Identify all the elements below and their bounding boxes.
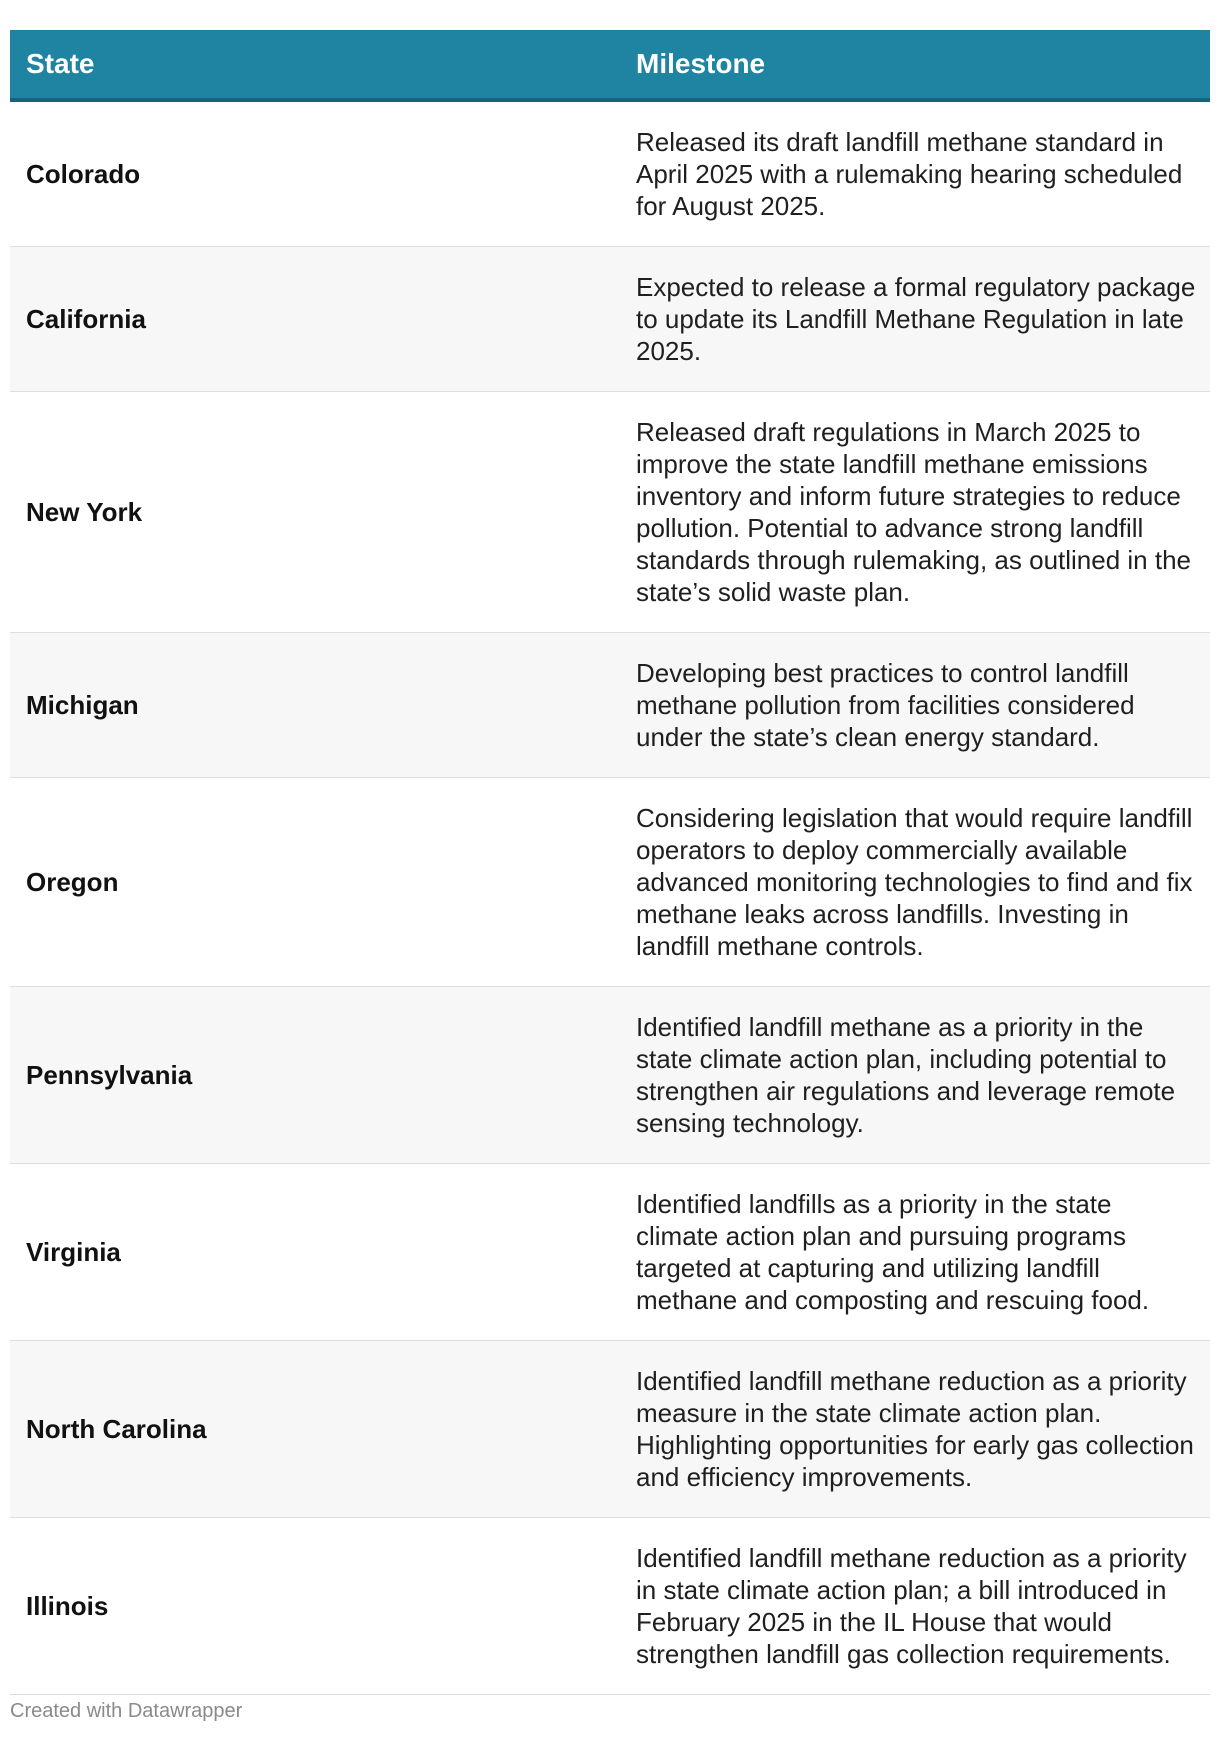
datawrapper-credit[interactable]: Created with Datawrapper — [10, 1700, 243, 1722]
milestone-cell: Developing best practices to control landfill methane pollution from facilities considered under the state’s clean energy standard. — [620, 633, 1210, 778]
table-row — [10, 100, 1210, 247]
milestone-cell: Identified landfill methane reduction as a priority measure in the state climate action plan. Highlighting opportunities for early gas collection and efficiency improvements. — [620, 1341, 1210, 1518]
table-row — [10, 247, 1210, 392]
table-row — [10, 1164, 1210, 1341]
milestone-cell: Identified landfill methane as a priority in the state climate action plan, including potential to strengthen air regulations and leverage remote sensing technology. — [620, 987, 1210, 1164]
milestones-table-container — [10, 30, 1210, 1695]
table-body — [10, 100, 1210, 1695]
milestones-table — [10, 30, 1210, 1695]
milestone-cell: Considering legislation that would require landfill operators to deploy commercially available advanced monitoring technologies to find and fix methane leaks across landfills. Investing in landfill methane controls. — [620, 778, 1210, 987]
header-milestone[interactable]: Milestone — [620, 30, 1210, 100]
milestone-cell: Expected to release a formal regulatory package to update its Landfill Methane Regulation in late 2025. — [620, 247, 1210, 392]
table-row — [10, 987, 1210, 1164]
state-cell: Pennsylvania — [10, 987, 620, 1164]
header-row — [10, 30, 1210, 100]
state-cell: Michigan — [10, 633, 620, 778]
table-row — [10, 1518, 1210, 1695]
milestone-cell: Released its draft landfill methane standard in April 2025 with a rulemaking hearing scheduled for August 2025. — [620, 100, 1210, 247]
table-header — [10, 30, 1210, 100]
state-cell: North Carolina — [10, 1341, 620, 1518]
table-row — [10, 778, 1210, 987]
table-row — [10, 392, 1210, 633]
header-state[interactable]: State — [10, 30, 620, 100]
milestone-cell: Identified landfill methane reduction as a priority in state climate action plan; a bill introduced in February 2025 in the IL House that would strengthen landfill gas collection requirements. — [620, 1518, 1210, 1695]
state-cell: California — [10, 247, 620, 392]
state-cell: New York — [10, 392, 620, 633]
state-cell: Virginia — [10, 1164, 620, 1341]
state-cell: Colorado — [10, 100, 620, 247]
milestone-cell: Identified landfills as a priority in the state climate action plan and pursuing programs targeted at capturing and utilizing landfill methane and composting and rescuing food. — [620, 1164, 1210, 1341]
table-row — [10, 1341, 1210, 1518]
state-cell: Oregon — [10, 778, 620, 987]
milestone-cell: Released draft regulations in March 2025 to improve the state landfill methane emissions inventory and inform future strategies to reduce pollution. Potential to advance strong landfill standards through rulemaking, as outlined in the state’s solid waste plan. — [620, 392, 1210, 633]
state-cell: Illinois — [10, 1518, 620, 1695]
table-row — [10, 633, 1210, 778]
